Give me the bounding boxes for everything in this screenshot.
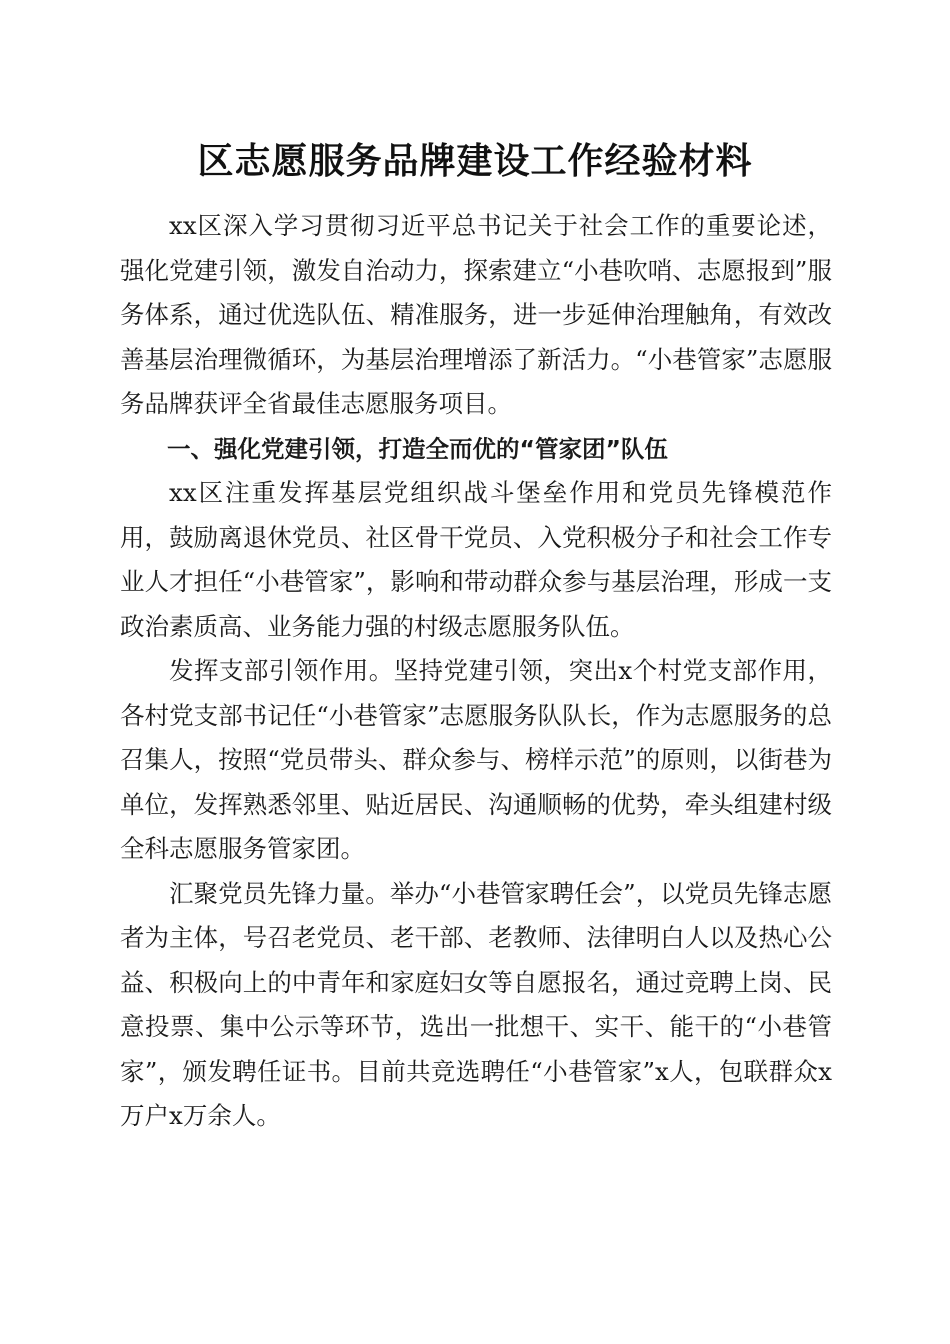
intro-paragraph: xx区深入学习贯彻习近平总书记关于社会工作的重要论述，强化党建引领，激发自治动力，探索建立“小巷吹哨、志愿报到”服务体系，通过优选队伍、精准服务，进一步延伸治理触角，有效改善基层治理微循环，为基层治理增添了新活力。“小巷管家”志愿服务品牌获评全省最佳志愿服务项目。 (120, 211, 832, 418)
party-member-paragraph: 汇聚党员先锋力量。举办“小巷管家聘任会”，以党员先锋志愿者为主体，号召老党员、老干部、老教师、法律明白人以及热心公益、积极向上的中青年和家庭妇女等自愿报名，通过竞聘上岗、民意投票、集中公示等环节，选出一批想干、实干、能干的“小巷管家”，颁发聘任证书。目前共竞选聘任“小巷管家”x人，包联群众x万户x万余人。 (120, 878, 832, 1130)
document-title: 区志愿服务品牌建设工作经验材料 (197, 140, 753, 182)
section-heading: 一、强化党建引领，打造全而优的“管家团”队伍 (167, 434, 668, 463)
section-paragraph: xx区注重发挥基层党组织战斗堡垒作用和党员先锋模范作用，鼓励离退休党员、社区骨干党员、入党积极分子和社会工作专业人才担任“小巷管家”，影响和带动群众参与基层治理，形成一支政治素质高、业务能力强的村级志愿服务队伍。 (120, 478, 832, 641)
document-body (120, 204, 832, 1139)
branch-leadership-paragraph: 发挥支部引领作用。坚持党建引领，突出x个村党支部作用，各村党支部书记任“小巷管家”志愿服务队队长，作为志愿服务的总召集人，按照“党员带头、群众参与、榜样示范”的原则，以街巷为单位，发挥熟悉邻里、贴近居民、沟通顺畅的优势，牵头组建村级全科志愿服务管家团。 (120, 656, 832, 863)
